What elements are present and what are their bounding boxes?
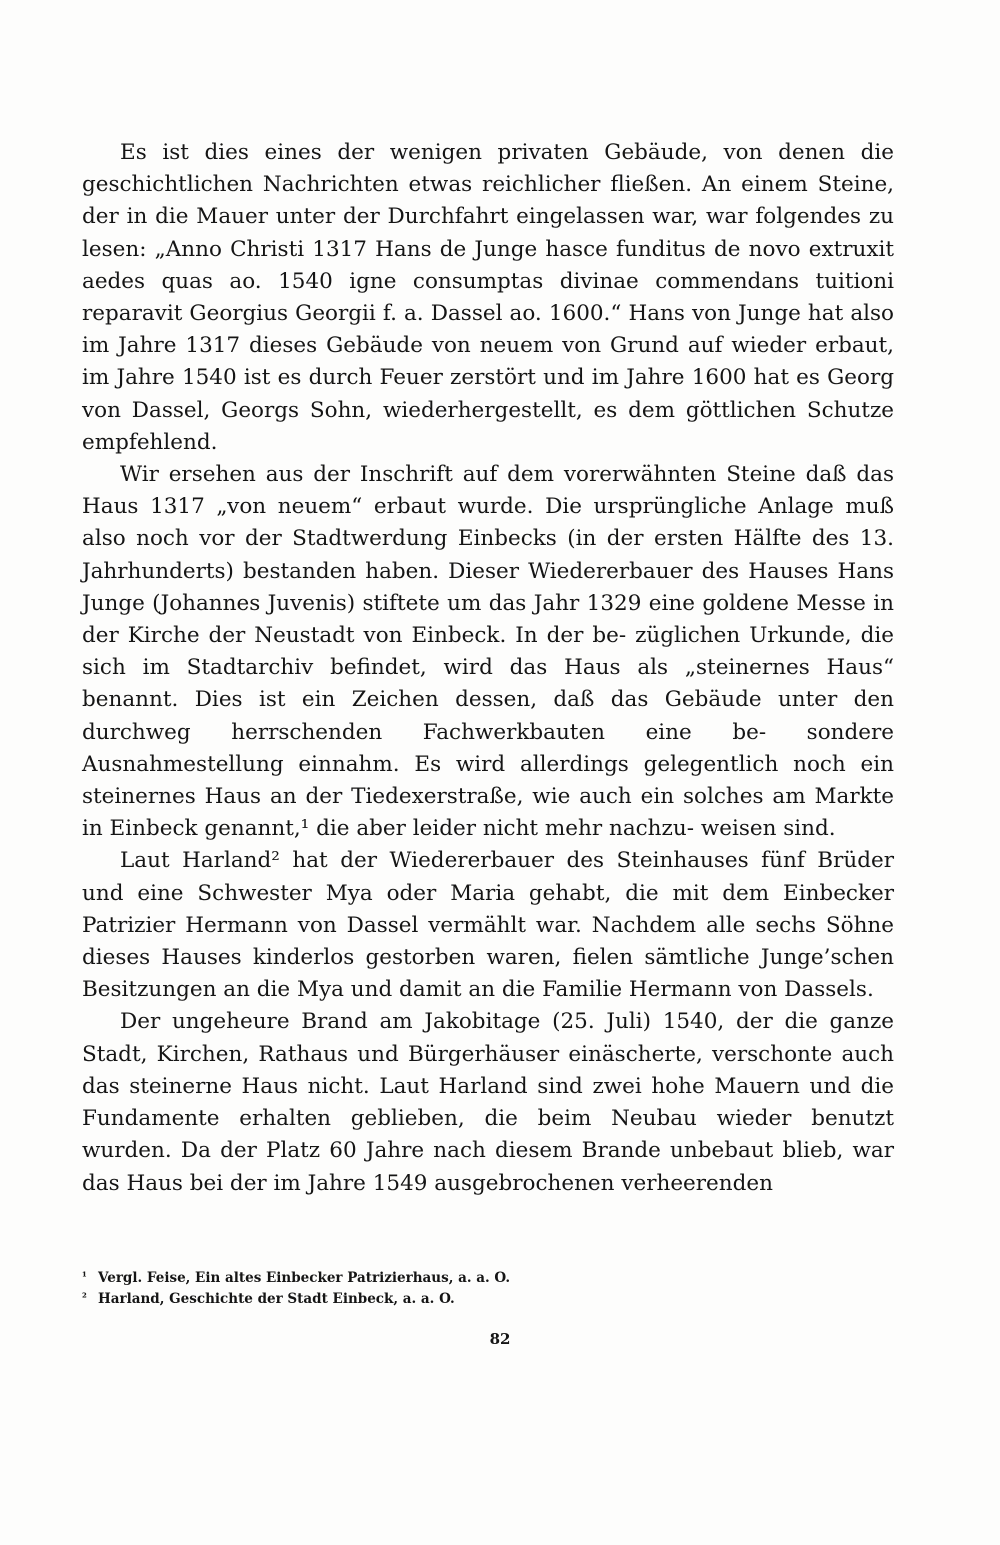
text-line: die Fundamente erhalten geblieben, die beim Neubau wieder benutzt	[82, 1073, 894, 1132]
page-number: 82	[489, 1330, 511, 1348]
text-line: wurden. Da der Platz 60 Jahre nach diesem Brande unbebaut blieb,	[82, 1138, 844, 1164]
text-line: Stadt, Kirchen, Rathaus und Bürgerhäuser einäscherte, verschonte auch	[82, 1041, 894, 1067]
paragraph	[82, 845, 894, 1006]
footnote	[82, 1288, 894, 1309]
footnote-mark: ¹	[82, 1270, 87, 1283]
text-line: dieses Hauses kinderlos gestorben waren, fielen sämtliche Junge’schen	[82, 945, 894, 971]
text-line: als „steinernes Haus“ benannt. Dies ist ein Zeichen dessen, daß das	[82, 655, 894, 713]
text-line: zu lesen: „Anno Christi 1317 Hans de Junge hasce funditus de novo	[82, 204, 894, 262]
footnote-text: Harland, Geschichte der Stadt Einbeck, a. a. O.	[98, 1291, 455, 1307]
text-line: das steinerne Haus nicht. Laut Harland sind zwei hohe Mauern und	[82, 1073, 851, 1099]
text-line: noch ein steinernes Haus an der Tiedexerstraße, wie auch ein solches	[82, 751, 894, 810]
text-line: am Markte in Einbeck genannt,¹ die aber leider nicht mehr nachzu-	[82, 784, 894, 842]
text-line: war das Haus bei der im Jahre 1549 ausgebrochenen verheerenden	[82, 1138, 894, 1196]
text-line: weisen sind.	[700, 816, 836, 842]
text-line: auf wieder erbaut, im Jahre 1540 ist es durch Feuer zerstört und im Jahre	[82, 333, 894, 391]
text-line: göttlichen Schutze empfehlend.	[82, 397, 894, 455]
text-line: extruxit aedes quas ao. 1540 igne consumptas divinae commendans	[82, 236, 894, 294]
text-line: züglichen Urkunde, die sich im Stadtarchiv befindet, wird das Haus	[82, 623, 894, 681]
text-line: Wir ersehen aus der Inschrift auf dem vorerwähnten Steine daß	[120, 462, 847, 488]
text-line: Besitzungen an die Mya und damit an die Familie Hermann von Dassels.	[82, 977, 874, 1003]
footnotes	[82, 1267, 894, 1309]
text-line: des 13. Jahrhunderts) bestanden haben. Dieser Wiedererbauer des	[82, 526, 894, 584]
text-line: der in die Mauer unter der Durchfahrt eingelassen war, war folgendes	[82, 204, 861, 230]
text-line: Hauses Hans Junge (Johannes Juvenis) stiftete um das Jahr 1329 eine	[82, 558, 894, 616]
text-line: tuitioni reparavit Georgius Georgii f. a. Dassel ao. 1600.“ Hans von	[82, 268, 894, 327]
text-line: geschichtlichen Nachrichten etwas reichlicher fließen. An einem Steine,	[82, 172, 894, 198]
text-line: Der ungeheure Brand am Jakobitage (25. Juli) 1540, der die ganze	[120, 1009, 894, 1035]
text-line: das Haus 1317 „von neuem“ erbaut wurde. Die ursprüngliche Anlage	[82, 462, 894, 520]
paragraph	[82, 459, 894, 845]
text-line: Es ist dies eines der wenigen privaten Gebäude, von denen die	[120, 140, 894, 165]
text-line: sondere Ausnahmestellung einnahm. Es wird allerdings gelegentlich	[82, 719, 894, 777]
text-line: 1600 hat es Georg von Dassel, Georgs Sohn, wiederhergestellt, es dem	[82, 365, 894, 423]
text-line: und eine Schwester Mya oder Maria gehabt, die mit dem Einbecker	[82, 880, 894, 906]
text-line: Patrizier Hermann von Dassel vermählt war. Nachdem alle sechs Söhne	[82, 912, 894, 938]
footnote-mark: ²	[82, 1291, 87, 1304]
paragraph	[82, 137, 894, 459]
text-line: goldene Messe in der Kirche der Neustadt von Einbeck. In der be-	[82, 590, 894, 649]
text-line: Junge hat also im Jahre 1317 dieses Gebäude von neuem von Grund	[82, 301, 894, 359]
text-line: Laut Harland² hat der Wiedererbauer des Steinhauses fünf Brüder	[120, 848, 894, 874]
body-text	[82, 137, 894, 1200]
footnote-text: Vergl. Feise, Ein altes Einbecker Patrizierhaus, a. a. O.	[98, 1270, 511, 1286]
paragraph	[82, 1006, 894, 1199]
text-line: muß also noch vor der Stadtwerdung Einbecks (in der ersten Hälfte	[82, 494, 894, 552]
footnote	[82, 1267, 894, 1288]
text-line: Gebäude unter den durchweg herrschenden Fachwerkbauten eine be-	[82, 687, 894, 745]
